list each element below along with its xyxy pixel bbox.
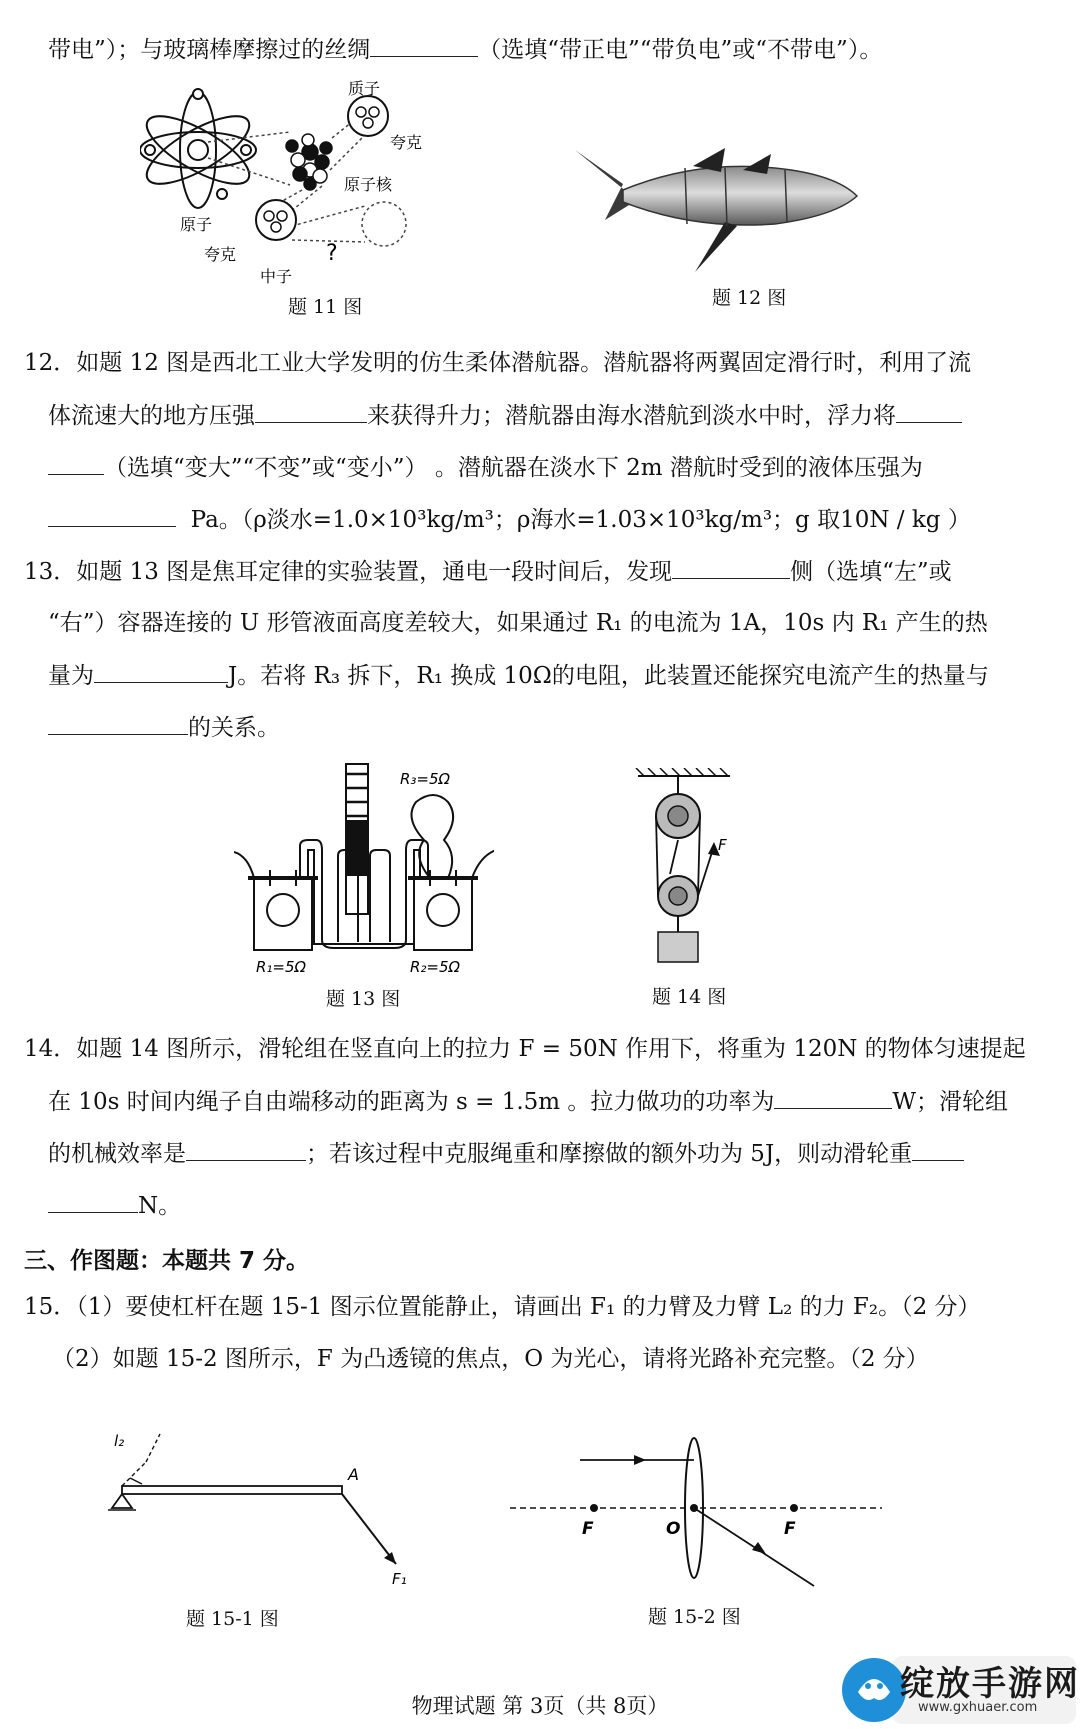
figure-15-1-lever — [100, 1424, 420, 1584]
label-quark-top: 夸克 — [390, 133, 423, 152]
answer-blank[interactable] — [48, 1190, 138, 1213]
label-quark-bottom: 夸克 — [204, 245, 237, 264]
answer-blank[interactable] — [774, 1086, 892, 1109]
q12-line-2: 体流速大的地方压强 来获得升力；潜航器由海水潜航到淡水中时，浮力将 — [48, 400, 962, 431]
label-question-mark: ? — [326, 241, 338, 266]
label-focus-right: F — [784, 1519, 796, 1539]
label-proton: 质子 — [348, 79, 381, 98]
answer-blank[interactable] — [48, 712, 188, 735]
q12-line-1: 12．如题 12 图是西北工业大学发明的仿生柔体潜航器。潜航器将两翼固定滑行时，利用了流 — [24, 350, 972, 376]
figure-12-glider-image — [575, 140, 865, 280]
figure-11-caption: 题 11 图 — [288, 296, 363, 318]
figure-15-1-caption: 题 15-1 图 — [186, 1608, 279, 1630]
label-f1: F₁ — [392, 1570, 407, 1584]
q13-line-2: “右”）容器连接的 U 形管液面高度差较大，如果通过 R₁ 的电流为 1A，10s 内 R₁ 产生的热 — [48, 610, 988, 636]
figure-15-2-lens-diagram — [506, 1432, 886, 1592]
q14-line-1: 14．如题 14 图所示，滑轮组在竖直向上的拉力 F = 50N 作用下，将重为 120N 的物体匀速提起 — [24, 1036, 1026, 1062]
label-force-f: F — [718, 836, 727, 854]
q15-line-2: （2）如题 15-2 图所示，F 为凸透镜的焦点，O 为光心，请将光路补充完整。（2 分） — [52, 1346, 929, 1372]
label-nucleus: 原子核 — [344, 175, 393, 194]
figure-11-atom-diagram — [140, 70, 460, 300]
question-11-continuation: 带电”）；与玻璃棒摩擦过的丝绸 （选填“带正电”“带负电”或“不带电”）。 — [48, 34, 882, 65]
answer-blank[interactable] — [370, 34, 478, 57]
label-l2: l₂ — [114, 1432, 125, 1450]
figure-13-caption: 题 13 图 — [326, 988, 401, 1010]
answer-blank[interactable] — [48, 504, 176, 527]
q15-line-1: 15．（1）要使杠杆在题 15-1 图示位置能静止，请画出 F₁ 的力臂及力臂 L₂ 的力 F₂。（2 分） — [24, 1294, 981, 1320]
q13-line-1: 13．如题 13 图是焦耳定律的实验装置，通电一段时间后，发现 侧（选填“左”或 — [24, 556, 952, 587]
label-optical-center: O — [666, 1519, 681, 1539]
answer-blank[interactable] — [912, 1138, 964, 1161]
q13-line-4: 的关系。 — [48, 712, 280, 743]
section-3-heading: 三、作图题：本题共 7 分。 — [24, 1248, 310, 1274]
answer-blank[interactable] — [94, 660, 228, 683]
watermark-name: 绽放手游网 — [900, 1664, 1080, 1704]
answer-blank[interactable] — [896, 400, 962, 423]
page-footer: 物理试题 第 3页（共 8页） — [411, 1694, 669, 1718]
answer-blank[interactable] — [186, 1138, 306, 1161]
q14-line-3: 的机械效率是 ；若该过程中克服绳重和摩擦做的额外功为 5J，则动滑轮重 — [48, 1138, 964, 1169]
q12-line-3: （选填“变大”“不变”或“变小”） 。潜航器在淡水下 2m 潜航时受到的液体压强为 — [48, 452, 923, 483]
q14-line-2: 在 10s 时间内绳子自由端移动的距离为 s = 1.5m 。拉力做功的功率为 W；滑轮组 — [48, 1086, 1008, 1117]
label-r2: R₂=5Ω — [410, 958, 461, 976]
figure-13-joule-apparatus — [234, 760, 494, 980]
answer-blank[interactable] — [48, 452, 104, 475]
figure-14-pulley-system — [630, 768, 740, 968]
label-point-a: A — [348, 1465, 359, 1484]
label-neutron: 中子 — [260, 267, 293, 286]
figure-12-caption: 题 12 图 — [712, 287, 787, 309]
answer-blank[interactable] — [255, 400, 367, 423]
q12-line-4: Pa。（ρ淡水=1.0×10³kg/m³；ρ海水=1.03×10³kg/m³；g 取10N / kg ） — [48, 504, 971, 535]
watermark-url: www.gxhuaer.com — [918, 1700, 1038, 1715]
label-atom: 原子 — [180, 215, 213, 234]
label-focus-left: F — [582, 1519, 594, 1539]
label-r1: R₁=5Ω — [256, 958, 307, 976]
q14-line-4: N。 — [48, 1190, 181, 1221]
figure-15-2-caption: 题 15-2 图 — [648, 1606, 741, 1628]
answer-blank[interactable] — [672, 556, 790, 579]
q13-line-3: 量为 J。若将 R₃ 拆下，R₁ 换成 10Ω的电阻，此装置还能探究电流产生的热量与 — [48, 660, 989, 691]
label-r3: R₃=5Ω — [400, 770, 451, 788]
figure-14-caption: 题 14 图 — [652, 986, 727, 1008]
